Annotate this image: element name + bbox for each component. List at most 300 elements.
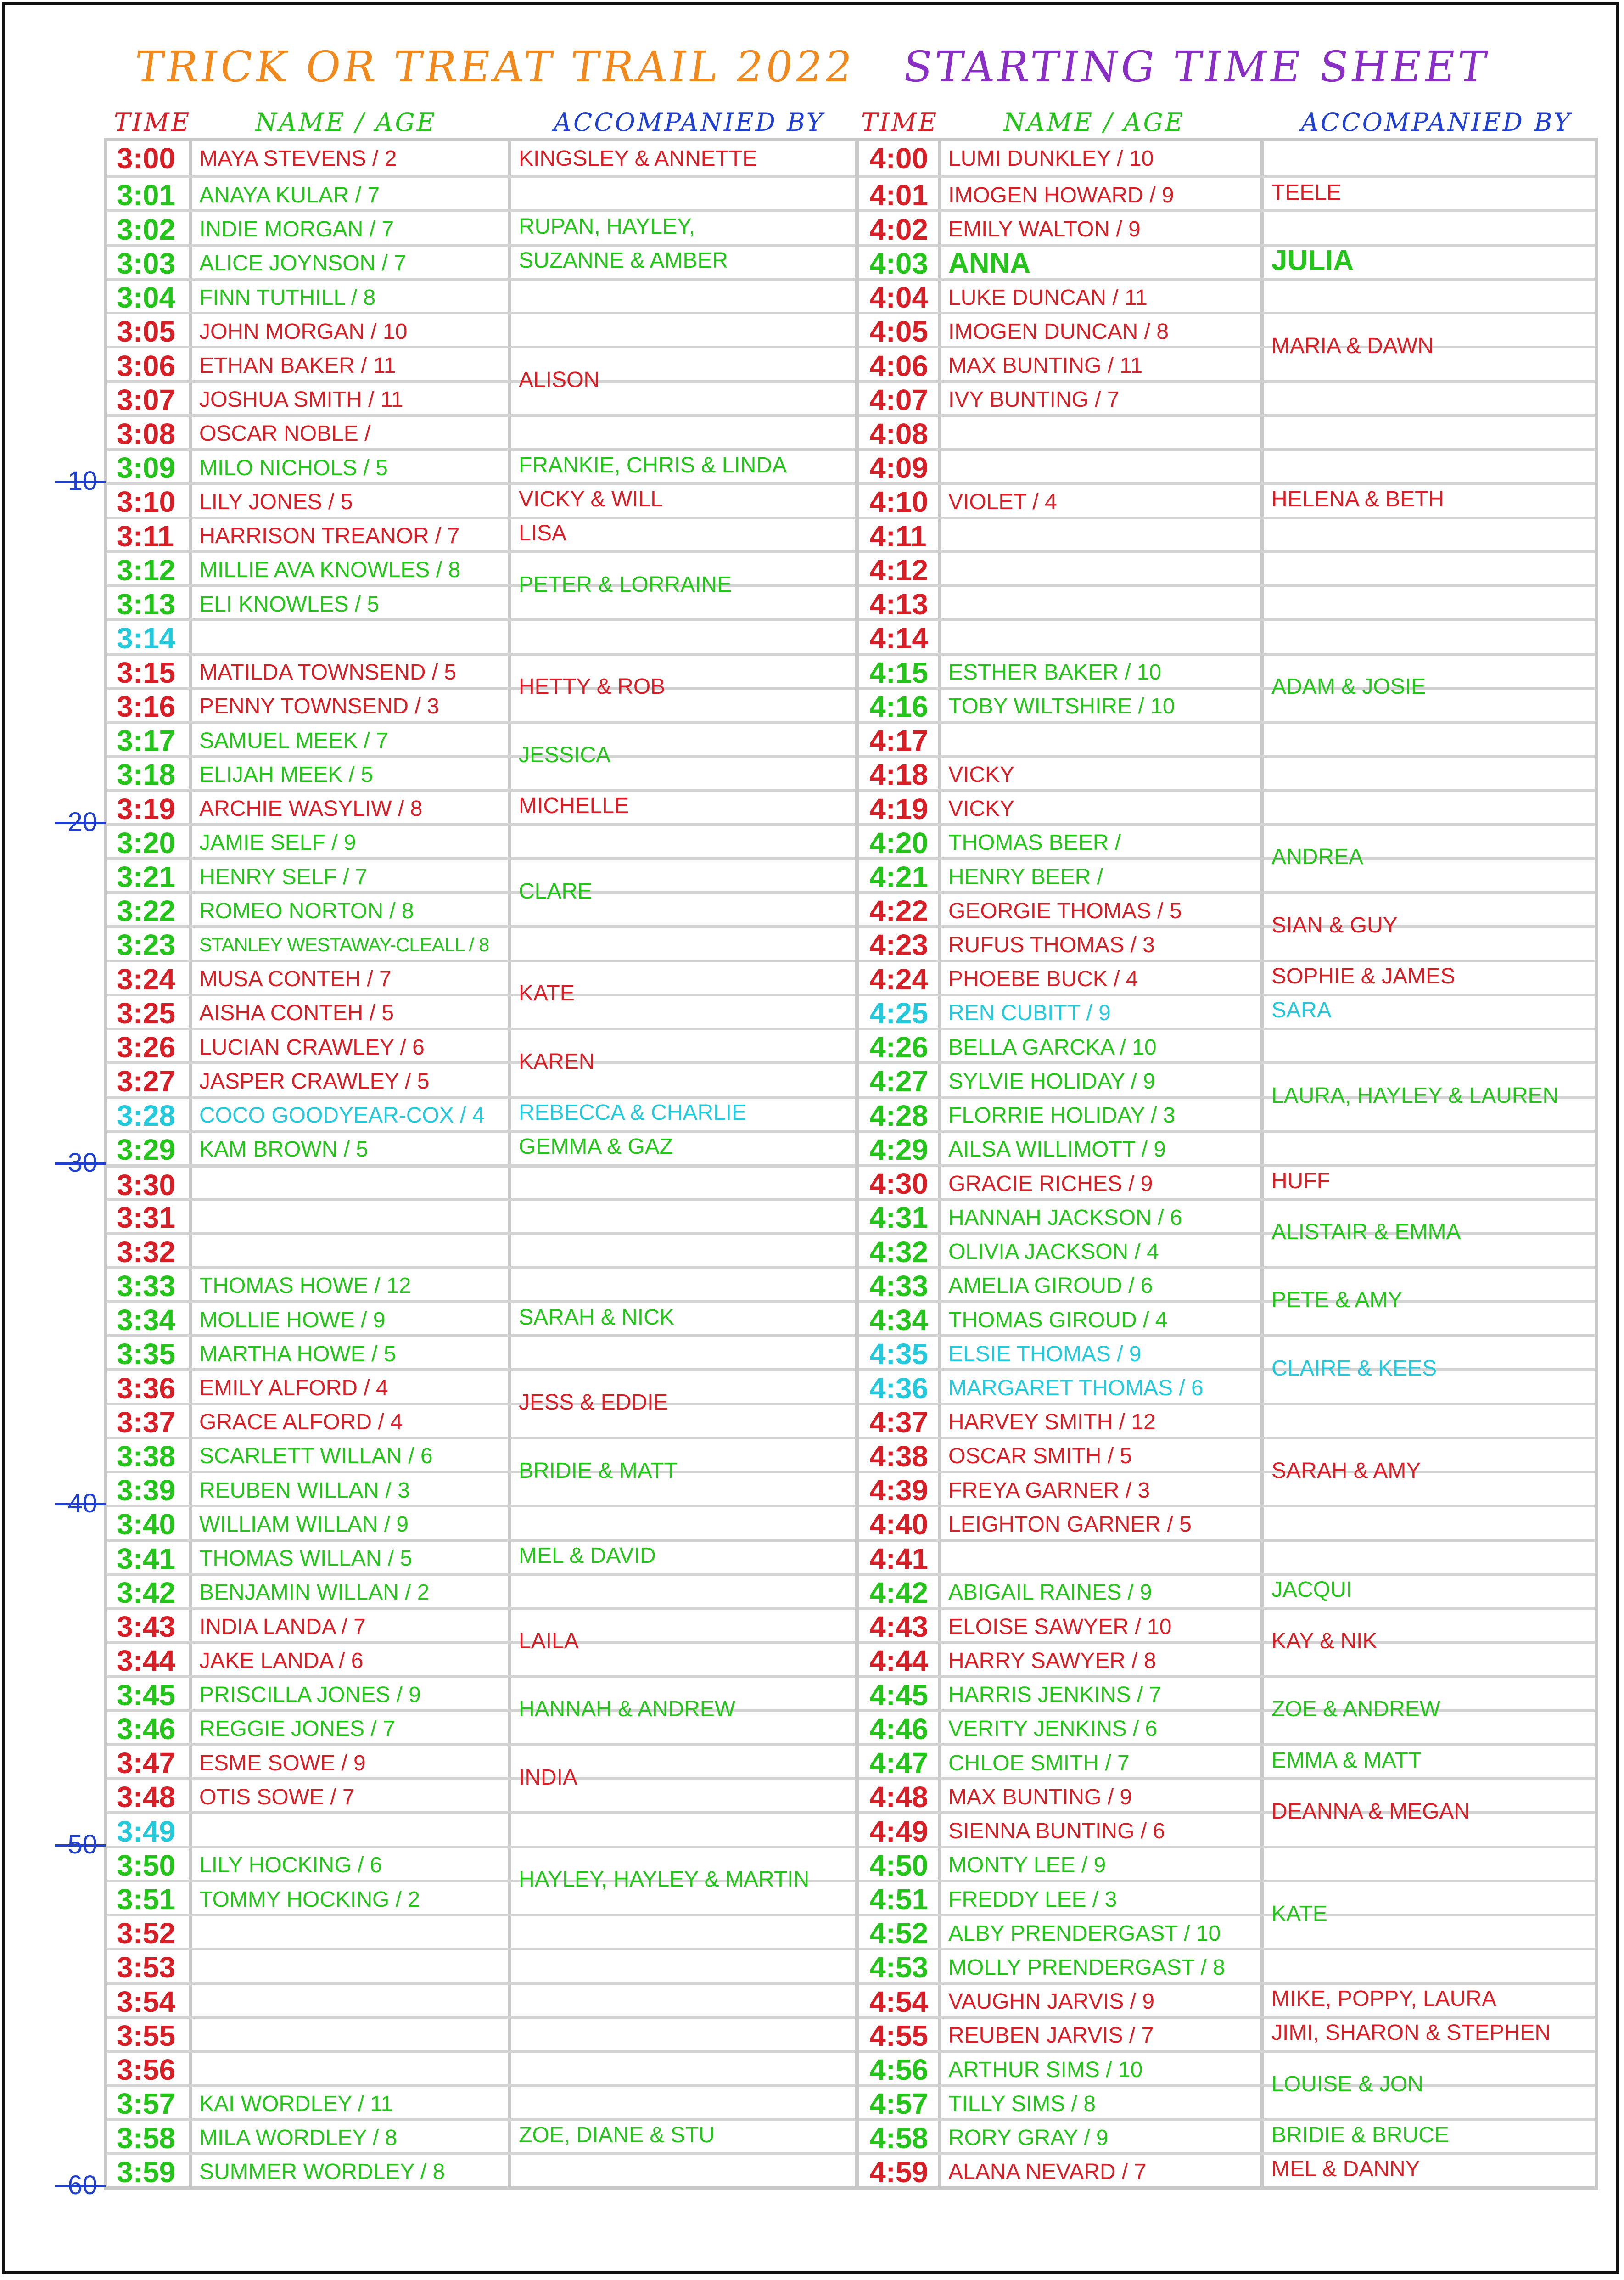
- table-row: [107, 2118, 855, 2155]
- time-cell: 3:20: [117, 826, 176, 859]
- name-age-cell: CHLOE SMITH / 7: [948, 1751, 1130, 1775]
- time-cell: 4:13: [869, 588, 929, 621]
- table-row: [859, 994, 1595, 1030]
- name-age-cell: HARRISON TREANOR / 7: [199, 524, 460, 549]
- table-row: [859, 1334, 1595, 1371]
- name-age-cell: INDIE MORGAN / 7: [199, 217, 394, 242]
- time-cell: 3:10: [117, 485, 176, 519]
- accompanied-by-cell: KAY & NIK: [1271, 1629, 1378, 1653]
- accompanied-by-cell: PETER & LORRAINE: [519, 572, 732, 597]
- time-cell: 4:53: [869, 1951, 929, 1984]
- accompanied-by-cell: KAREN: [519, 1049, 595, 1074]
- name-age-cell: FINN TUTHILL / 8: [199, 285, 376, 310]
- time-cell: 3:38: [117, 1439, 176, 1473]
- table-row: [859, 891, 1595, 928]
- table-row: [859, 312, 1595, 348]
- name-age-cell: REGGIE JONES / 7: [199, 1717, 395, 1741]
- name-age-cell: MATILDA TOWNSEND / 5: [199, 660, 457, 685]
- name-age-cell: PRISCILLA JONES / 9: [199, 1683, 421, 1707]
- time-cell: 3:03: [117, 247, 176, 280]
- time-cell: 4:49: [869, 1814, 929, 1848]
- accompanied-by-cell: TEELE: [1271, 180, 1342, 205]
- time-cell: 4:48: [869, 1780, 929, 1814]
- time-cell: 4:08: [869, 417, 929, 450]
- name-age-cell: AISHA CONTEH / 5: [199, 1001, 394, 1026]
- accompanied-by-cell: FRANKIE, CHRIS & LINDA: [519, 453, 787, 477]
- table-row: [859, 1028, 1595, 1064]
- name-age-cell: THOMAS WILLAN / 5: [199, 1546, 413, 1571]
- header-name-right: NAME / AGE: [1003, 108, 1185, 137]
- name-age-cell: IMOGEN HOWARD / 9: [948, 183, 1174, 208]
- time-cell: 3:49: [117, 1814, 176, 1848]
- table-row: [859, 517, 1595, 553]
- table-row: [859, 789, 1595, 826]
- table-row: [859, 584, 1595, 621]
- time-cell: 4:02: [869, 213, 929, 246]
- time-cell: 3:21: [117, 860, 176, 893]
- table-row: [107, 1300, 855, 1337]
- table-row: [107, 721, 855, 758]
- time-cell: 3:29: [117, 1133, 176, 1166]
- table-row: [107, 1675, 855, 1712]
- time-cell: 3:50: [117, 1848, 176, 1882]
- name-age-cell: ABIGAIL RAINES / 9: [948, 1580, 1152, 1605]
- time-cell: 4:27: [869, 1065, 929, 1098]
- accompanied-by-cell: CLAIRE & KEES: [1271, 1356, 1437, 1381]
- name-age-cell: STANLEY WESTAWAY-CLEALL / 8: [199, 934, 489, 956]
- time-cell: 4:25: [869, 996, 929, 1030]
- table-row: [859, 925, 1595, 962]
- time-cell: 3:33: [117, 1269, 176, 1303]
- time-cell: 3:18: [117, 758, 176, 792]
- name-age-cell: ROMEO NORTON / 8: [199, 899, 414, 923]
- time-cell: 4:07: [869, 383, 929, 416]
- time-cell: 3:12: [117, 553, 176, 587]
- time-cell: 3:36: [117, 1371, 176, 1405]
- time-cell: 3:54: [117, 1985, 176, 2018]
- time-cell: 4:42: [869, 1576, 929, 1609]
- table-row: [107, 1914, 855, 1950]
- table-row: [107, 687, 855, 724]
- name-age-cell: RORY GRAY / 9: [948, 2126, 1109, 2151]
- header-accompanied-left: ACCOMPANIED BY: [554, 108, 825, 137]
- time-cell: 3:47: [117, 1747, 176, 1780]
- accompanied-by-cell: LOUISE & JON: [1271, 2072, 1423, 2096]
- time-cell: 3:39: [117, 1474, 176, 1507]
- time-cell: 3:31: [117, 1201, 176, 1235]
- name-age-cell: JAKE LANDA / 6: [199, 1648, 364, 1673]
- table-row: [859, 1846, 1595, 1882]
- name-age-cell: MOLLIE HOWE / 9: [199, 1308, 386, 1332]
- name-age-cell: MILLIE AVA KNOWLES / 8: [199, 558, 461, 583]
- name-age-cell: LILY HOCKING / 6: [199, 1853, 382, 1878]
- table-row: [107, 1709, 855, 1746]
- time-cell: 4:39: [869, 1474, 929, 1507]
- name-age-cell: HARRIS JENKINS / 7: [948, 1683, 1162, 1707]
- time-cell: 4:21: [869, 860, 929, 893]
- time-cell: 3:57: [117, 2087, 176, 2121]
- time-cell: 4:47: [869, 1747, 929, 1780]
- name-age-cell: REUBEN JARVIS / 7: [948, 2023, 1154, 2048]
- time-cell: 3:44: [117, 1644, 176, 1678]
- header-time-right: TIME: [861, 108, 939, 137]
- name-age-cell: SYLVIE HOLIDAY / 9: [948, 1069, 1155, 1094]
- time-cell: 4:34: [869, 1303, 929, 1337]
- time-cell: 3:27: [117, 1065, 176, 1098]
- table-row: [859, 414, 1595, 451]
- time-cell: 4:22: [869, 894, 929, 928]
- name-age-cell: REN CUBITT / 9: [948, 1001, 1111, 1026]
- time-cell: 4:01: [869, 179, 929, 212]
- name-age-cell: MOLLY PRENDERGAST / 8: [948, 1955, 1225, 1980]
- time-cell: 3:41: [117, 1542, 176, 1575]
- name-age-cell: HARVEY SMITH / 12: [948, 1410, 1156, 1435]
- table-row: [107, 618, 855, 655]
- table-row: [107, 1641, 855, 1678]
- time-cell: 3:14: [117, 622, 176, 655]
- name-age-cell: IMOGEN DUNCAN / 8: [948, 319, 1169, 344]
- name-age-cell: LILY JONES / 5: [199, 489, 353, 514]
- table-row: [107, 346, 855, 382]
- name-age-cell: HENRY BEER /: [948, 865, 1103, 889]
- name-age-cell: AILSA WILLIMOTT / 9: [948, 1137, 1166, 1162]
- accompanied-by-cell: LISA: [519, 521, 567, 546]
- time-cell: 3:11: [117, 519, 174, 553]
- time-cell: 3:07: [117, 383, 176, 416]
- name-age-cell: OLIVIA JACKSON / 4: [948, 1240, 1159, 1264]
- time-cell: 3:58: [117, 2121, 176, 2155]
- name-age-cell: JOSHUA SMITH / 11: [199, 387, 403, 412]
- time-cell: 4:35: [869, 1337, 929, 1371]
- name-age-cell: MUSA CONTEH / 7: [199, 967, 392, 992]
- table-row: [107, 1266, 855, 1303]
- time-cell: 3:34: [117, 1303, 176, 1337]
- time-cell: 3:55: [117, 2019, 176, 2052]
- table-row: [107, 517, 855, 553]
- accompanied-by-cell: MIKE, POPPY, LAURA: [1271, 1987, 1496, 2011]
- time-cell: 3:35: [117, 1337, 176, 1371]
- table-row: [859, 2152, 1595, 2189]
- time-cell: 4:17: [869, 724, 929, 758]
- table-row: [859, 823, 1595, 860]
- name-age-cell: BENJAMIN WILLAN / 2: [199, 1580, 430, 1605]
- time-cell: 4:43: [869, 1610, 929, 1644]
- table-row: [859, 244, 1595, 281]
- table-row: [107, 891, 855, 928]
- name-age-cell: TILLY SIMS / 8: [948, 2091, 1096, 2116]
- name-age-cell: KAI WORDLEY / 11: [199, 2091, 393, 2116]
- title-trail: TRICK OR TREAT TRAIL 2022: [132, 42, 858, 91]
- time-cell: 3:13: [117, 588, 176, 621]
- name-age-cell: ANNA: [948, 247, 1031, 280]
- table-row: [107, 1028, 855, 1064]
- accompanied-by-cell: BRIDIE & MATT: [519, 1458, 678, 1483]
- table-row: [107, 2016, 855, 2053]
- name-age-cell: MAX BUNTING / 9: [948, 1785, 1132, 1809]
- time-cell: 4:09: [869, 451, 929, 485]
- time-cell: 4:46: [869, 1712, 929, 1746]
- table-row: [859, 380, 1595, 417]
- time-cell: 4:56: [869, 2053, 929, 2087]
- time-cell: 4:44: [869, 1644, 929, 1678]
- header-time-left: TIME: [114, 108, 191, 137]
- table-row: [859, 141, 1595, 175]
- table-row: [859, 1539, 1595, 1576]
- time-cell: 4:14: [869, 622, 929, 655]
- time-cell: 3:00: [117, 142, 176, 175]
- name-age-cell: HANNAH JACKSON / 6: [948, 1205, 1182, 1230]
- table-row: [107, 380, 855, 417]
- time-cell: 4:41: [869, 1542, 929, 1575]
- name-age-cell: GRACIE RICHES / 9: [948, 1171, 1153, 1196]
- time-cell: 3:51: [117, 1883, 176, 1916]
- table-row: [107, 1437, 855, 1473]
- table-row: [107, 1130, 855, 1167]
- time-cell: 3:23: [117, 928, 176, 962]
- table-row: [107, 994, 855, 1030]
- name-age-cell: ANAYA KULAR / 7: [199, 183, 380, 208]
- time-cell: 3:17: [117, 724, 176, 758]
- accompanied-by-cell: ANDREA: [1271, 845, 1364, 870]
- table-row: [107, 550, 855, 587]
- schedule-table-left: [104, 138, 859, 2190]
- margin-number: 50: [67, 1829, 97, 1859]
- table-row: [107, 209, 855, 246]
- table-row: [859, 1232, 1595, 1269]
- accompanied-by-cell: SARAH & NICK: [519, 1305, 674, 1330]
- time-cell: 3:16: [117, 690, 176, 723]
- time-cell: 4:30: [869, 1167, 929, 1201]
- accompanied-by-cell: SIAN & GUY: [1271, 913, 1398, 938]
- table-row: [107, 414, 855, 451]
- table-row: [859, 1403, 1595, 1439]
- name-age-cell: TOBY WILTSHIRE / 10: [948, 694, 1175, 719]
- time-cell: 4:40: [869, 1508, 929, 1541]
- time-cell: 3:28: [117, 1099, 176, 1132]
- time-cell: 3:09: [117, 451, 176, 485]
- accompanied-by-cell: JIMI, SHARON & STEPHEN: [1271, 2021, 1551, 2045]
- accompanied-by-cell: ALISON: [519, 368, 600, 393]
- table-row: [107, 2084, 855, 2121]
- accompanied-by-cell: PETE & AMY: [1271, 1288, 1403, 1313]
- page-title: [0, 42, 1624, 97]
- time-cell: 3:19: [117, 792, 176, 826]
- table-row: [859, 1368, 1595, 1405]
- time-cell: 3:26: [117, 1031, 176, 1064]
- accompanied-by-cell: KATE: [1271, 1901, 1327, 1926]
- time-cell: 4:26: [869, 1031, 929, 1064]
- name-age-cell: REUBEN WILLAN / 3: [199, 1478, 410, 1503]
- time-cell: 3:45: [117, 1678, 176, 1712]
- name-age-cell: LUCIAN CRAWLEY / 6: [199, 1035, 425, 1060]
- name-age-cell: BELLA GARCKA / 10: [948, 1035, 1157, 1060]
- margin-number: 40: [67, 1488, 97, 1519]
- time-cell: 4:16: [869, 690, 929, 723]
- name-age-cell: SAMUEL MEEK / 7: [199, 728, 388, 753]
- accompanied-by-cell: KINGSLEY & ANNETTE: [519, 146, 757, 171]
- name-age-cell: GEORGIE THOMAS / 5: [948, 899, 1182, 923]
- name-age-cell: SIENNA BUNTING / 6: [948, 1819, 1165, 1844]
- table-row: [107, 755, 855, 792]
- accompanied-by-cell: LAURA, HAYLEY & LAUREN: [1271, 1084, 1559, 1108]
- table-row: [859, 1266, 1595, 1303]
- accompanied-by-cell: BRIDIE & BRUCE: [1271, 2123, 1449, 2148]
- name-age-cell: SCARLETT WILLAN / 6: [199, 1444, 433, 1469]
- table-row: [107, 1777, 855, 1814]
- table-row: [107, 1368, 855, 1405]
- name-age-cell: JASPER CRAWLEY / 5: [199, 1069, 430, 1094]
- time-cell: 4:23: [869, 928, 929, 962]
- header-accompanied-right: ACCOMPANIED BY: [1301, 108, 1572, 137]
- time-cell: 3:46: [117, 1712, 176, 1746]
- time-cell: 3:52: [117, 1917, 176, 1950]
- table-row: [107, 1573, 855, 1610]
- name-age-cell: LUMI DUNKLEY / 10: [948, 146, 1154, 171]
- table-row: [859, 721, 1595, 758]
- accompanied-by-cell: HELENA & BETH: [1271, 487, 1445, 511]
- table-row: [107, 925, 855, 962]
- name-age-cell: AMELIA GIROUD / 6: [948, 1274, 1153, 1298]
- time-cell: 3:48: [117, 1780, 176, 1814]
- margin-number: 20: [67, 807, 97, 837]
- time-cell: 4:38: [869, 1439, 929, 1473]
- accompanied-by-cell: INDIA: [519, 1765, 578, 1790]
- time-cell: 4:24: [869, 962, 929, 996]
- table-row: [107, 1198, 855, 1235]
- time-cell: 4:52: [869, 1917, 929, 1950]
- table-row: [107, 653, 855, 690]
- accompanied-by-cell: ADAM & JOSIE: [1271, 674, 1426, 699]
- table-row: [107, 312, 855, 348]
- name-age-cell: MAX BUNTING / 11: [948, 354, 1143, 378]
- accompanied-by-cell: SUZANNE & AMBER: [519, 248, 728, 273]
- time-cell: 3:01: [117, 179, 176, 212]
- table-row: [859, 1300, 1595, 1337]
- table-row: [859, 1471, 1595, 1507]
- time-cell: 4:45: [869, 1678, 929, 1712]
- table-row: [859, 1198, 1595, 1235]
- name-age-cell: FREYA GARNER / 3: [948, 1478, 1150, 1503]
- name-age-cell: ALANA NEVARD / 7: [948, 2160, 1147, 2185]
- name-age-cell: ESTHER BAKER / 10: [948, 660, 1162, 685]
- name-age-cell: OSCAR SMITH / 5: [948, 1444, 1132, 1469]
- time-cell: 3:08: [117, 417, 176, 450]
- time-cell: 4:12: [869, 553, 929, 587]
- name-age-cell: INDIA LANDA / 7: [199, 1614, 366, 1639]
- time-cell: 3:42: [117, 1576, 176, 1609]
- table-row: [859, 1505, 1595, 1541]
- time-cell: 4:54: [869, 1985, 929, 2018]
- time-cell: 4:20: [869, 826, 929, 859]
- accompanied-by-cell: MICHELLE: [519, 794, 629, 819]
- name-age-cell: ARCHIE WASYLIW / 8: [199, 797, 423, 821]
- time-cell: 4:11: [869, 519, 927, 553]
- name-age-cell: ARTHUR SIMS / 10: [948, 2057, 1143, 2082]
- time-cell: 3:37: [117, 1405, 176, 1439]
- accompanied-by-cell: SARAH & AMY: [1271, 1458, 1421, 1483]
- time-cell: 3:06: [117, 349, 176, 382]
- time-cell: 3:53: [117, 1951, 176, 1984]
- name-age-cell: MONTY LEE / 9: [948, 1853, 1106, 1878]
- time-cell: 4:19: [869, 792, 929, 826]
- table-row: [859, 1437, 1595, 1473]
- time-cell: 3:43: [117, 1610, 176, 1644]
- time-cell: 4:50: [869, 1848, 929, 1882]
- title-sheet: STARTING TIME SHEET: [900, 42, 1492, 91]
- time-cell: 4:28: [869, 1099, 929, 1132]
- time-cell: 4:04: [869, 281, 929, 314]
- table-row: [107, 1061, 855, 1098]
- name-age-cell: THOMAS HOWE / 12: [199, 1274, 411, 1298]
- time-cell: 4:37: [869, 1405, 929, 1439]
- name-age-cell: HENRY SELF / 7: [199, 865, 368, 889]
- name-age-cell: COCO GOODYEAR-COX / 4: [199, 1103, 485, 1128]
- name-age-cell: VICKY: [948, 797, 1015, 821]
- table-row: [859, 1164, 1595, 1201]
- time-cell: 3:59: [117, 2155, 176, 2189]
- table-row: [859, 2050, 1595, 2087]
- time-cell: 4:58: [869, 2121, 929, 2155]
- time-cell: 3:40: [117, 1508, 176, 1541]
- name-age-cell: VAUGHN JARVIS / 9: [948, 1989, 1155, 2014]
- accompanied-by-cell: VICKY & WILL: [519, 487, 663, 511]
- table-row: [859, 550, 1595, 587]
- table-row: [107, 1811, 855, 1848]
- time-cell: 3:22: [117, 894, 176, 928]
- time-cell: 4:57: [869, 2087, 929, 2121]
- table-row: [107, 1403, 855, 1439]
- time-cell: 4:32: [869, 1235, 929, 1269]
- name-age-cell: MARTHA HOWE / 5: [199, 1342, 396, 1366]
- accompanied-by-cell: GEMMA & GAZ: [519, 1134, 673, 1159]
- accompanied-by-cell: CLARE: [519, 879, 593, 904]
- name-age-cell: GRACE ALFORD / 4: [199, 1410, 403, 1435]
- accompanied-by-cell: MEL & DANNY: [1271, 2157, 1420, 2182]
- table-row: [859, 1130, 1595, 1167]
- table-row: [859, 2084, 1595, 2121]
- time-cell: 4:03: [869, 247, 929, 280]
- time-cell: 3:05: [117, 315, 176, 348]
- table-row: [107, 278, 855, 314]
- accompanied-by-cell: HETTY & ROB: [519, 674, 666, 699]
- table-row: [107, 1539, 855, 1576]
- time-cell: 3:30: [117, 1168, 176, 1202]
- name-age-cell: TOMMY HOCKING / 2: [199, 1887, 420, 1912]
- table-row: [107, 789, 855, 826]
- table-row: [107, 1505, 855, 1541]
- table-row: [107, 482, 855, 519]
- time-cell: 4:29: [869, 1133, 929, 1166]
- name-age-cell: WILLIAM WILLAN / 9: [199, 1512, 409, 1537]
- table-row: [859, 448, 1595, 485]
- name-age-cell: VICKY: [948, 762, 1015, 787]
- name-age-cell: FLORRIE HOLIDAY / 3: [948, 1103, 1176, 1128]
- accompanied-by-cell: ZOE, DIANE & STU: [519, 2123, 715, 2148]
- name-age-cell: OTIS SOWE / 7: [199, 1785, 355, 1809]
- time-cell: 3:25: [117, 996, 176, 1030]
- name-age-cell: JAMIE SELF / 9: [199, 831, 356, 855]
- table-row: [107, 1232, 855, 1269]
- table-row: [859, 857, 1595, 894]
- name-age-cell: SUMMER WORDLEY / 8: [199, 2160, 445, 2185]
- table-row: [107, 1743, 855, 1780]
- time-cell: 4:33: [869, 1269, 929, 1303]
- table-row: [107, 1607, 855, 1644]
- table-row: [859, 1607, 1595, 1644]
- schedule-table-right: [856, 138, 1598, 2190]
- accompanied-by-cell: HAYLEY, HAYLEY & MARTIN: [519, 1867, 810, 1892]
- accompanied-by-cell: DEANNA & MEGAN: [1271, 1799, 1470, 1824]
